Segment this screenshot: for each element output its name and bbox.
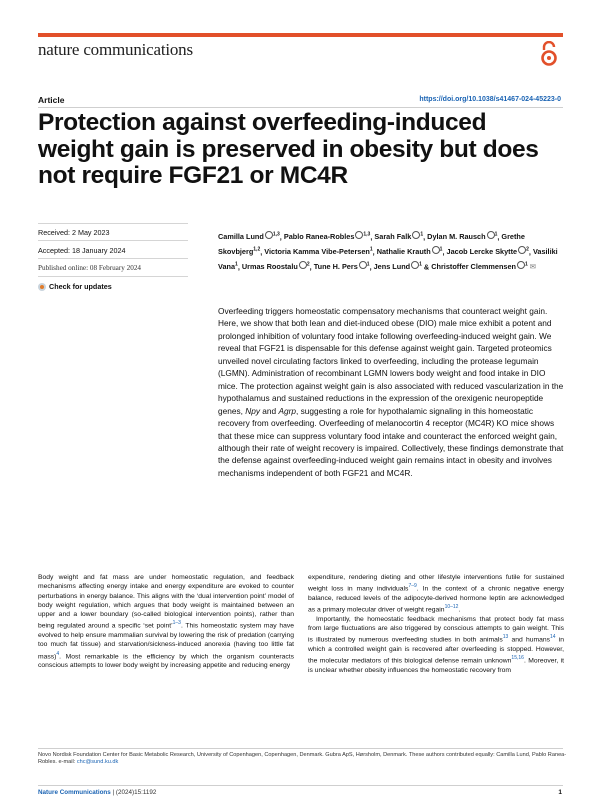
email-link[interactable]: chc@sund.ku.dk (76, 759, 119, 766)
citation-link[interactable]: 13 (502, 634, 509, 641)
author-name: Jacob Lercke Skytte (446, 247, 518, 257)
accepted-date: Accepted: 18 January 2024 (38, 246, 126, 255)
body-text: Importantly, the homeostatic feedback mechanisms that protect body fat mass from large fluctuations are also triggered by conscious attempts to gain weight. This is illustrated by numerous overfeeding studies in both animals (308, 615, 564, 644)
author[interactable] (374, 262, 422, 271)
meta-divider (38, 276, 188, 277)
article-title: Protection against overfeeding-induced weight gain is preserved in obesity but does not require FGF21 or MC4R (38, 109, 539, 189)
body-text: . (458, 606, 461, 614)
author[interactable] (427, 232, 497, 241)
citation-link[interactable]: 1–3 (172, 620, 181, 627)
author-name: Dylan M. Rausch (427, 232, 486, 242)
affiliation-sup: 1,3 (272, 232, 280, 238)
citation-link[interactable]: 10–12 (444, 604, 459, 611)
author-name: Camilla Lund (218, 232, 264, 242)
footer-volume: | (2024)15:1192 (110, 789, 157, 796)
author-name: Sarah Falk (374, 232, 412, 242)
citation-link[interactable]: 14 (549, 634, 556, 641)
article-type: Article (38, 95, 65, 105)
affiliation-sup: 1 (420, 232, 424, 238)
published-date: Published online: 08 February 2024 (38, 264, 142, 272)
author-list: Camilla Lund $^{1,3}$, Pablo Ranea-Robles $^{1,3}$, Sarah Falk $^1$, Dylan M. Rausch $^1$, Grethe Skovbjerg$^{1,2}$, Victoria Kamma Vibe-Petersen$^1$, Nathalie Krauth $^1$, Jacob Lercke Skytte $^2$, Vasiliki Vana$^1$, Urmas Roostalu $^2$, Tune H. Pers $^1$, Jens Lund $^1$ & Christoffer Clemmensen $^1$ ✉ (218, 232, 558, 272)
orcid-icon[interactable] (265, 231, 273, 239)
author-name: Christoffer Clemmensen (431, 262, 516, 272)
orcid-icon[interactable] (359, 261, 367, 269)
body-text: and humans (508, 636, 550, 644)
orcid-icon[interactable] (487, 231, 495, 239)
author[interactable] (218, 232, 280, 241)
author-name: Tune H. Pers (313, 262, 358, 272)
citation-link[interactable]: 4 (56, 650, 60, 657)
email-icon[interactable]: ✉ (527, 262, 536, 272)
body-column-1 (38, 573, 294, 670)
affiliation-sup: 1 (366, 262, 370, 269)
meta-divider (38, 258, 188, 259)
affiliation-sup: 1,2 (253, 247, 261, 254)
gene-name: Npy (245, 405, 260, 416)
body-paragraph (308, 615, 564, 675)
orcid-icon[interactable] (518, 246, 526, 254)
footer-journal-name[interactable]: Nature Communications (38, 789, 111, 796)
body-text: . In the context of a chronic negative energy balance, reduced levels of the adipocyte-derived hormone leptin are acknowledged as a primary molecular driver of weight regain (308, 585, 564, 614)
body-text: . Most remarkable is the efficiency by which the organism counteracts conscious attempts to lower body weight by increasing appetite and reducing energy (38, 652, 294, 670)
author[interactable] (431, 262, 536, 271)
abstract-text: , suggesting a role for hypothalamic signaling in this homeostatic recovery from overfeeding. Overfeeding of melanocortin 4 receptor (MC4R) KO mice shows that these mice can suppress voluntary food intake and counteract the enforced weight gain, although their rate of weight recovery is impaired. Collectively, these findings demonstrate that the defense against overfeeding-induced weight gain remains intact in obesity and involves mechanisms independent of both FGF21 and MC4R. (218, 405, 564, 478)
footer-journal (38, 789, 156, 796)
body-column-2 (308, 573, 564, 675)
check-for-updates-button[interactable] (38, 282, 188, 291)
affiliation-sup: 1 (439, 247, 443, 254)
author[interactable] (374, 232, 423, 241)
orcid-icon[interactable] (517, 261, 525, 269)
author[interactable] (447, 247, 529, 256)
affiliation-sup: 2 (306, 262, 310, 269)
affiliation-sup: 1 (494, 232, 498, 238)
author-name: Nathalie Krauth (376, 247, 431, 257)
author[interactable] (377, 247, 443, 256)
journal-name[interactable]: nature communications (38, 40, 193, 59)
check-updates-label: Check for updates (49, 282, 112, 291)
author-name: Urmas Roostalu (241, 262, 298, 272)
author-name: Pablo Ranea-Robles (283, 232, 355, 242)
affiliations-footnote (38, 752, 568, 767)
author-name: Grethe Skovbjerg (218, 232, 525, 257)
citation-link[interactable]: 7–9 (408, 583, 417, 590)
header-accent-bar (38, 33, 563, 37)
orcid-icon[interactable] (411, 261, 419, 269)
affiliation-sup: 1 (235, 262, 238, 269)
affiliation-sup: 1 (369, 247, 373, 254)
gene-name: Agrp (278, 405, 296, 416)
check-updates-icon (38, 283, 46, 291)
affiliation-sup: 2 (526, 247, 529, 254)
author-name: Vasiliki Vana (218, 247, 558, 272)
affiliation-sup: 1 (419, 262, 422, 269)
header-divider (38, 107, 563, 108)
affiliation-sup: 1 (524, 262, 528, 269)
open-access-icon[interactable] (539, 41, 559, 67)
body-text: in which a controlled weight gain is recovered after overfeeding is stopped. However, the molecular mediators of this biological defense remain unknown (308, 636, 564, 665)
email-label: e-mail: (56, 759, 77, 766)
received-date: Received: 2 May 2023 (38, 228, 110, 237)
abstract (218, 305, 566, 479)
body-text: . Moreover, it is unclear whether obesity influences the homeostatic recovery from (308, 657, 564, 674)
affiliations-text: Novo Nordisk Foundation Center for Basic Metabolic Research, University of Copenhagen, Copenhagen, Denmark. Gubra ApS, Hørsholm, Denmark. These authors contributed equally: Camilla Lund, Pablo Ranea-Robles. (38, 752, 567, 766)
body-text: . This homeostatic system may have evolved to help ensure mammalian survival by lowering the risk of predation (carrying too much fat tissue) and starvation/sickness-induced anorexia (having too little fat mass) (38, 622, 294, 660)
doi-link[interactable]: https://doi.org/10.1038/s41467-024-45223-0 (419, 96, 561, 103)
orcid-icon[interactable] (432, 246, 440, 254)
orcid-icon[interactable] (299, 261, 307, 269)
author[interactable] (314, 262, 370, 271)
abstract-text: Overfeeding triggers homeostatic compensatory mechanisms that counteract weight gain. Here, we show that both lean and diet-induced obese (DIO) male mice exhibit a potent and prolonged inhibition of voluntary food intake following overfeeding-induced weight gain. We reveal that FGF21 is dispensable for this defense against weight gain. Targeted proteomics unveiled novel circulating factors linked to overfeeding, including the protease legumain (LGMN). Administration of recombinant LGMN lowers body weight and food intake in DIO mice. The protection against weight gain is also associated with reduced vascularization in the hypothalamus and sustained reductions in the expression of the orexigenic neuropeptide genes, (218, 306, 564, 416)
author-name: Jens Lund (373, 262, 411, 272)
meta-divider (38, 240, 188, 241)
body-text: Body weight and fat mass are under homeostatic regulation, and feedback mechanisms affecting energy intake and energy expenditure are evoked to counter perturbations in energy balance. This aligns with the ‘dual intervention point’ model of body weight regulation, which argues that body weight is maintained between an upper and a lower boundary (so-called biological intervention points), rather than being regulated around a specific ‘set point’ (38, 574, 294, 630)
author[interactable] (264, 247, 372, 256)
body-text: expenditure, rendering dieting and other lifestyle interventions futile for sustained weight loss in many individuals (308, 574, 564, 593)
author-name: Victoria Kamma Vibe-Petersen (264, 247, 370, 257)
affiliation-sup: 1,3 (363, 232, 371, 238)
abstract-text: and (259, 405, 279, 416)
footnote-divider (38, 748, 563, 749)
footer-divider (38, 785, 563, 786)
author[interactable] (284, 232, 371, 241)
author[interactable] (242, 262, 310, 271)
meta-divider (38, 223, 188, 224)
citation-link[interactable]: 15,16 (511, 655, 524, 662)
page-number: 1 (558, 789, 562, 796)
